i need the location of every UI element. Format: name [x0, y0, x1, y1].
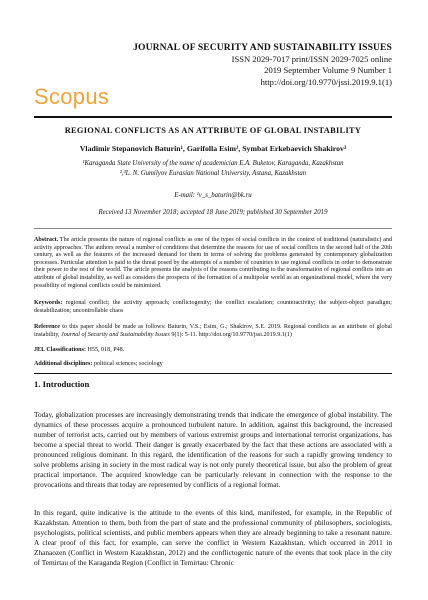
- body-paragraph-2: [34, 508, 392, 568]
- section-heading: 1. Introduction: [34, 379, 90, 389]
- affiliation-1: ¹Karaganda State University of the name of academician E.A. Buketov, Karaganda, Kazakhstan: [82, 160, 344, 167]
- reference-text: to this paper should be made as follows: Baturin, V.S.; Esim, G.; Shakirov, S.E. 2019. Regional conflicts as an attribute of global instability,: [34, 324, 392, 338]
- reference-block: [34, 324, 392, 339]
- additional-disciplines: [34, 361, 392, 369]
- journal-name: JOURNAL OF SECURITY AND SUSTAINABILITY ISSUES: [133, 42, 392, 53]
- abstract-label: Abstract.: [34, 237, 59, 243]
- journal-issue: 2019 September Volume 9 Number 1: [264, 65, 392, 75]
- affiliation-2: ²,³L. N. Gumilyov Eurasian National University, Astana, Kazakhstan: [119, 170, 307, 177]
- article-dates: Received 13 November 2018; accepted 18 June 2019; published 30 September 2019: [98, 209, 328, 216]
- article-title: REGIONAL CONFLICTS AS AN ATTRIBUTE OF GLOBAL INSTABILITY: [64, 126, 362, 135]
- journal-header: [133, 42, 392, 88]
- paragraph-text: Today, globalization processes are increasingly demonstrating trends that indicate the emergence of global instability. The dynamics of these processes acquire a pronounced turbulent nature. In addition, against this background, the increased number of terrorist acts, carried out by members of various extremist groups and international terrorist organizations, has become a special threat to world. Their danger is greatly exacerbated by the fact that these actions are associated with a pronounced religious dominant. In this regard, the identification of the reasons for such a rapidly growing tendency to solve problems arising in society in the most radical way is not only purely theoretical issue, but also the problem of great practical importance. The acquired knowledge can be particularly relevant in connection with the response to the provocations and threats that today are represented by conflicts of a regional format.: [34, 410, 392, 489]
- abstract-text: The article presents the nature of regional conflicts as one of the types of social conflicts in the context of traditional (naturalistic) and activity approaches. The authors reveal a number of conditions that determine the reasons for use of social conflicts in the second half of the 20th century, as well as the features of the increased demand for them in terms of solving the problems generated by contemporary globalization processes. Particular attention is paid to the threat posed by the attempts of a number of countries to use regional conflicts in order to demonstrate their power to the rest of the world. The article presents the analysis of the reasons contributing to the transformation of regional conflicts into an attribute of global instability, as well as considers the prospects of the formation of a multipolar world as an organizational model, where the very possibility of regional conflicts could be minimized.: [34, 237, 392, 289]
- journal-doi-link[interactable]: http://doi.org/10.9770/jssi.2019.9.1(1): [260, 76, 392, 87]
- scopus-logo: Scopus: [34, 84, 110, 109]
- keywords-text: regional conflict; the activity approach; conflictogenity; the conflict escalation; counteractivity; the subject-object paradigm; destabilization; uncontrollable chaos: [34, 300, 392, 314]
- abstract: [34, 237, 392, 290]
- body-paragraph-1: [34, 410, 392, 490]
- journal-issn: ISSN 2029-7017 print/ISSN 2029-7025 online: [231, 53, 392, 64]
- dates-rule: [34, 228, 392, 229]
- disciplines-text: political sciences; sociology: [93, 361, 163, 367]
- jel-text: H55, 018, P48.: [87, 347, 125, 353]
- paragraph-text: In this regard, quite indicative is the attitude to the events of this kind, manifested, for example, in the Republic of Kazakhstan. Attention to them, both from the part of state and the professional community of philosophers, sociologists, psychologists, political scientists, and public members appears when they are already beginning to take a resonant nature. A clear proof of this fact, for example, can serve the conflict in Western Kazakhstan, which occurred in 2011 in Zhanaozen (Conflict in Western Kazakhstan, 2012) and the conflictogenic nature of the events that took place in the city of Temirtau of the Karaganda Region (Conflict in Temirtau: Chronic: [34, 508, 392, 567]
- reference-link[interactable]: 9(1): 5-11. http://doi.org/10.9770/jssi.2019.9.1(1): [171, 331, 292, 338]
- disciplines-label: Additional disciplines:: [34, 361, 93, 367]
- article-authors: Vladimir Stepanovich Baturin¹, Garifolla Esim², Symbat Erkebaevich Shakirov³: [79, 144, 347, 153]
- reference-journal: Journal of Security and Sustainability Issues: [61, 331, 170, 338]
- keywords-label: Keywords:: [34, 300, 63, 306]
- section-rule: [34, 373, 392, 374]
- keywords: [34, 300, 392, 315]
- reference-label: Reference: [34, 324, 60, 330]
- jel-classifications: [34, 347, 392, 355]
- header-rule: [34, 116, 392, 118]
- author-email[interactable]: E-mail: ¹v_s_baturin@bk.ru: [174, 192, 252, 199]
- jel-label: JEL Classifications:: [34, 347, 86, 353]
